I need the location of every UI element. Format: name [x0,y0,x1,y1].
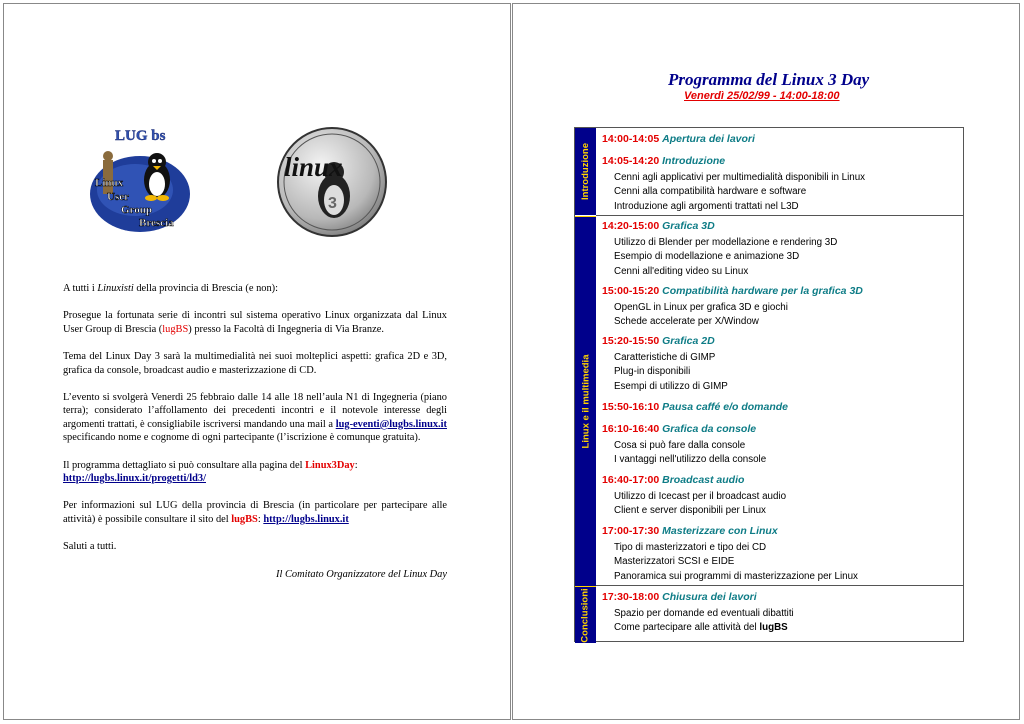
site-link[interactable]: http://lugbs.linux.it [263,513,349,525]
slot-item: Cenni all'editing video su Linux [614,265,749,277]
section-label-conclusioni: Conclusioni [575,586,596,643]
schedule-slot [602,401,962,414]
lug-logo-word: User [107,191,129,203]
slot-topic: Pausa caffé e/o domande [662,401,788,413]
slot-topic: Chiusura dei lavori [662,591,757,603]
greeting: A tutti i Linuxisti della provincia di Brescia (e non): [63,283,278,294]
section-label-multimedia: Linux e il multimedia [575,216,596,586]
program-paragraph: Il programma dettagliato si può consultare alla pagina del Linux3Day: http://lugbs.linux.it/progetti/ld3/ [63,459,358,485]
schedule-slot [602,335,962,394]
info-paragraph: Per informazioni sul LUG della provincia di Brescia (in particolare per partecipare alle attività) è possibile consultare il sito del lugBS: http://lugbs.linux.it [63,500,447,525]
signature: Il Comitato Organizzatore del Linux Day [276,568,447,580]
email-link[interactable]: lug-eventi@lugbs.linux.it [335,418,447,430]
intro-paragraph: Prosegue la fortunata serie di incontri sul sistema operativo Linux organizzata dal Linux User Group di Brescia (lugBS) presso la Facoltà di Ingegneria di Via Branze. [63,310,447,335]
schedule-slot [602,525,962,584]
lug-bs-logo [85,122,200,240]
slot-topic: Grafica 2D [662,335,715,347]
event-paragraph: L’evento si svolgerà Venerdì 25 febbraio dalle 14 alle 18 nell’aula N1 di Ingegneria (piano terra); considerato l’affollamento dei precedenti incontri e il notevole interesse degli argomenti trattati, è consigliabile iscriversi mandando una mail a lug-eventi@lugbs.linux.it specificando nome e cognome di ogni partecipante (l’iscrizione è comunque gratuita). [63,392,447,444]
slot-item: Caratteristiche di GIMP [614,352,716,363]
slot-time: 15:50-16:10 [602,401,660,413]
linux3-logo-number: 3 [328,195,337,212]
slot-time: 14:05-14:20 [602,155,660,167]
slot-item: Esempio di modellazione e animazione 3D [614,251,800,263]
lugbs-name: lugBS [162,323,189,335]
slot-item: Masterizzatori SCSI e EIDE [614,556,735,568]
slot-item: Cenni agli applicativi per multimedialità disponibili in Linux [614,172,866,183]
schedule-slot [602,133,962,146]
slot-time: 16:10-16:40 [602,423,660,435]
invitation-letter [63,282,447,595]
linux3day-name: Linux3Day [305,459,355,471]
slot-time: 16:40-17:00 [602,474,660,486]
schedule-slot [602,591,962,636]
slot-topic: Introduzione [662,155,726,167]
slot-item: Tipo di masterizzatori e tipo dei CD [614,542,767,553]
slot-item: Introduzione agli argomenti trattati nel L3D [614,200,799,212]
slot-time: 17:30-18:00 [602,591,660,603]
lug-logo-word: Group [121,204,152,216]
slot-item: Cenni alla compatibilità hardware e software [614,186,807,198]
schedule-slot [602,285,962,330]
slot-time: 17:00-17:30 [602,525,660,537]
slot-topic: Compatibilità hardware per la grafica 3D [662,285,863,297]
slot-item: I vantaggi nell'utilizzo della console [614,454,767,466]
schedule-table [574,127,964,642]
slot-topic: Apertura dei lavori [662,133,755,145]
linux3-logo [276,126,388,238]
lug-logo-top-text: LUG bs [115,128,166,144]
section-divider [596,585,963,586]
slot-item: Client e server disponibili per Linux [614,505,766,517]
slot-topic: Masterizzare con Linux [662,525,778,537]
schedule-slot [602,220,962,279]
program-title: Programma del Linux 3 Day [668,70,870,89]
lug-logo-word: Brescia [139,217,174,229]
slot-item: Utilizzo di Blender per modellazione e rendering 3D [614,237,838,248]
slot-item: Utilizzo di Icecast per il broadcast audio [614,491,787,502]
slot-time: 14:20-15:00 [602,220,660,232]
slot-topic: Broadcast audio [662,474,745,486]
slot-item: Panoramica sui programmi di masterizzazione per Linux [614,570,858,582]
program-date: Venerdì 25/02/99 - 14:00-18:00 [684,90,840,102]
section-label-introduzione: Introduzione [575,128,596,215]
lugbs-bold: lugBS [759,622,788,634]
closing-greeting: Saluti a tutti. [63,541,117,553]
linux3-logo-word: linux [284,152,343,182]
slot-item: OpenGL in Linux per grafica 3D e giochi [614,302,788,313]
slot-item: Come partecipare alle attività del lugBS [614,622,788,634]
section-divider [596,215,963,216]
slot-time: 14:00-14:05 [602,133,660,145]
slot-item: Schede accelerate per X/Window [614,316,759,328]
lugbs-site-name: lugBS [231,513,258,525]
slot-time: 15:00-15:20 [602,285,660,297]
slot-topic: Grafica da console [662,423,757,435]
program-link[interactable]: http://lugbs.linux.it/progetti/ld3/ [63,473,206,485]
slot-item: Plug-in disponibili [614,366,691,378]
slot-item: Cosa si può fare dalla console [614,440,746,451]
theme-paragraph: Tema del Linux Day 3 sarà la multimedialità nei suoi molteplici aspetti: grafica 2D e 3D, grafica da console, broadcast audio e masterizzazione di CD. [63,351,447,376]
schedule-slot [602,474,962,519]
schedule-slot [602,423,962,468]
schedule-slot [602,155,962,214]
slot-item: Esempi di utilizzo di GIMP [614,380,728,392]
slot-topic: Grafica 3D [662,220,715,232]
slot-item: Spazio per domande ed eventuali dibattiti [614,608,794,619]
lug-logo-word: Linux [95,177,124,189]
slot-time: 15:20-15:50 [602,335,660,347]
